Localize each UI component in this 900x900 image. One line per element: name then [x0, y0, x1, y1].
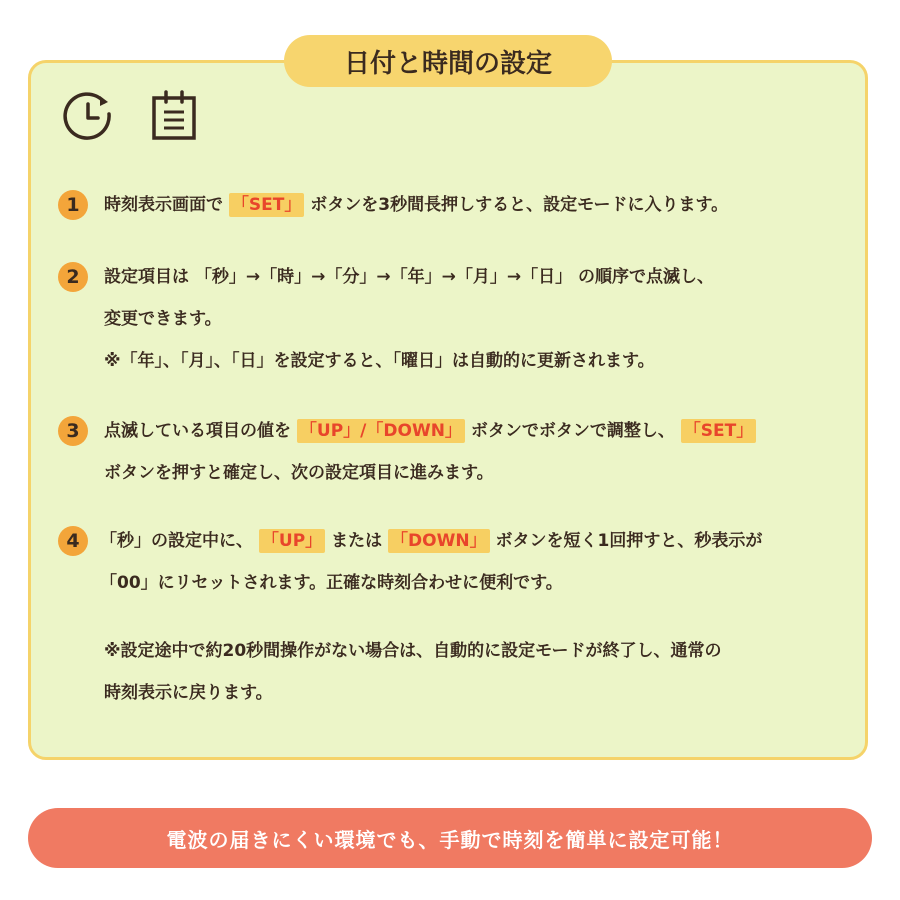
down-button-label: 「DOWN」 — [388, 529, 490, 553]
step-2-line-2: 変更できます。 — [104, 309, 222, 329]
step-text: 時刻表示画面で — [104, 195, 223, 215]
set-button-label: 「SET」 — [681, 419, 756, 443]
set-button-label: 「SET」 — [229, 193, 304, 217]
step-2-note: ※「年」、「月」、「日」を設定すると、「曜日」は自動的に更新されます。 — [104, 351, 655, 371]
icon-row — [60, 88, 202, 144]
calendar-icon — [146, 88, 202, 144]
step-number-badge: 4 — [58, 526, 88, 556]
note-line-2: 時刻表示に戻ります。 — [104, 683, 273, 703]
up-button-label: 「UP」 — [259, 529, 325, 553]
step-1-line-1 — [104, 190, 728, 220]
footer-banner — [28, 808, 872, 868]
step-number-badge: 3 — [58, 416, 88, 446]
clock-icon — [60, 88, 116, 144]
step-text: または — [331, 531, 383, 551]
step-text: 点滅している項目の値を — [104, 421, 291, 441]
note-line-1: ※設定途中で約20秒間操作がない場合は、自動的に設定モードが終了し、通常の — [104, 641, 722, 661]
step-3-line-2: ボタンを押すと確定し、次の設定項目に進みます。 — [104, 463, 494, 483]
step-text: ボタンでボタンで調整し、 — [470, 421, 675, 441]
step-text: ボタンを短く1回押すと、秒表示が — [495, 531, 763, 551]
step-number-badge: 2 — [58, 262, 88, 292]
step-3-line-1 — [104, 416, 756, 446]
step-4-line-1 — [100, 526, 762, 556]
step-text: 「秒」の設定中に、 — [100, 531, 253, 551]
up-down-button-label: 「UP」/「DOWN」 — [297, 419, 465, 443]
title-text: 日付と時間の設定 — [343, 48, 552, 79]
step-2-line-1: 設定項目は 「秒」→「時」→「分」→「年」→「月」→「日」 の順序で点滅し、 — [104, 267, 715, 287]
step-4-line-2: 「00」にリセットされます。正確な時刻合わせに便利です。 — [100, 573, 563, 593]
page-title — [284, 35, 612, 87]
banner-text: 電波の届きにくい環境でも、手動で時刻を簡単に設定可能！ — [166, 827, 734, 852]
step-text: ボタンを3秒間長押しすると、設定モードに入ります。 — [310, 195, 729, 215]
step-number-badge: 1 — [58, 190, 88, 220]
